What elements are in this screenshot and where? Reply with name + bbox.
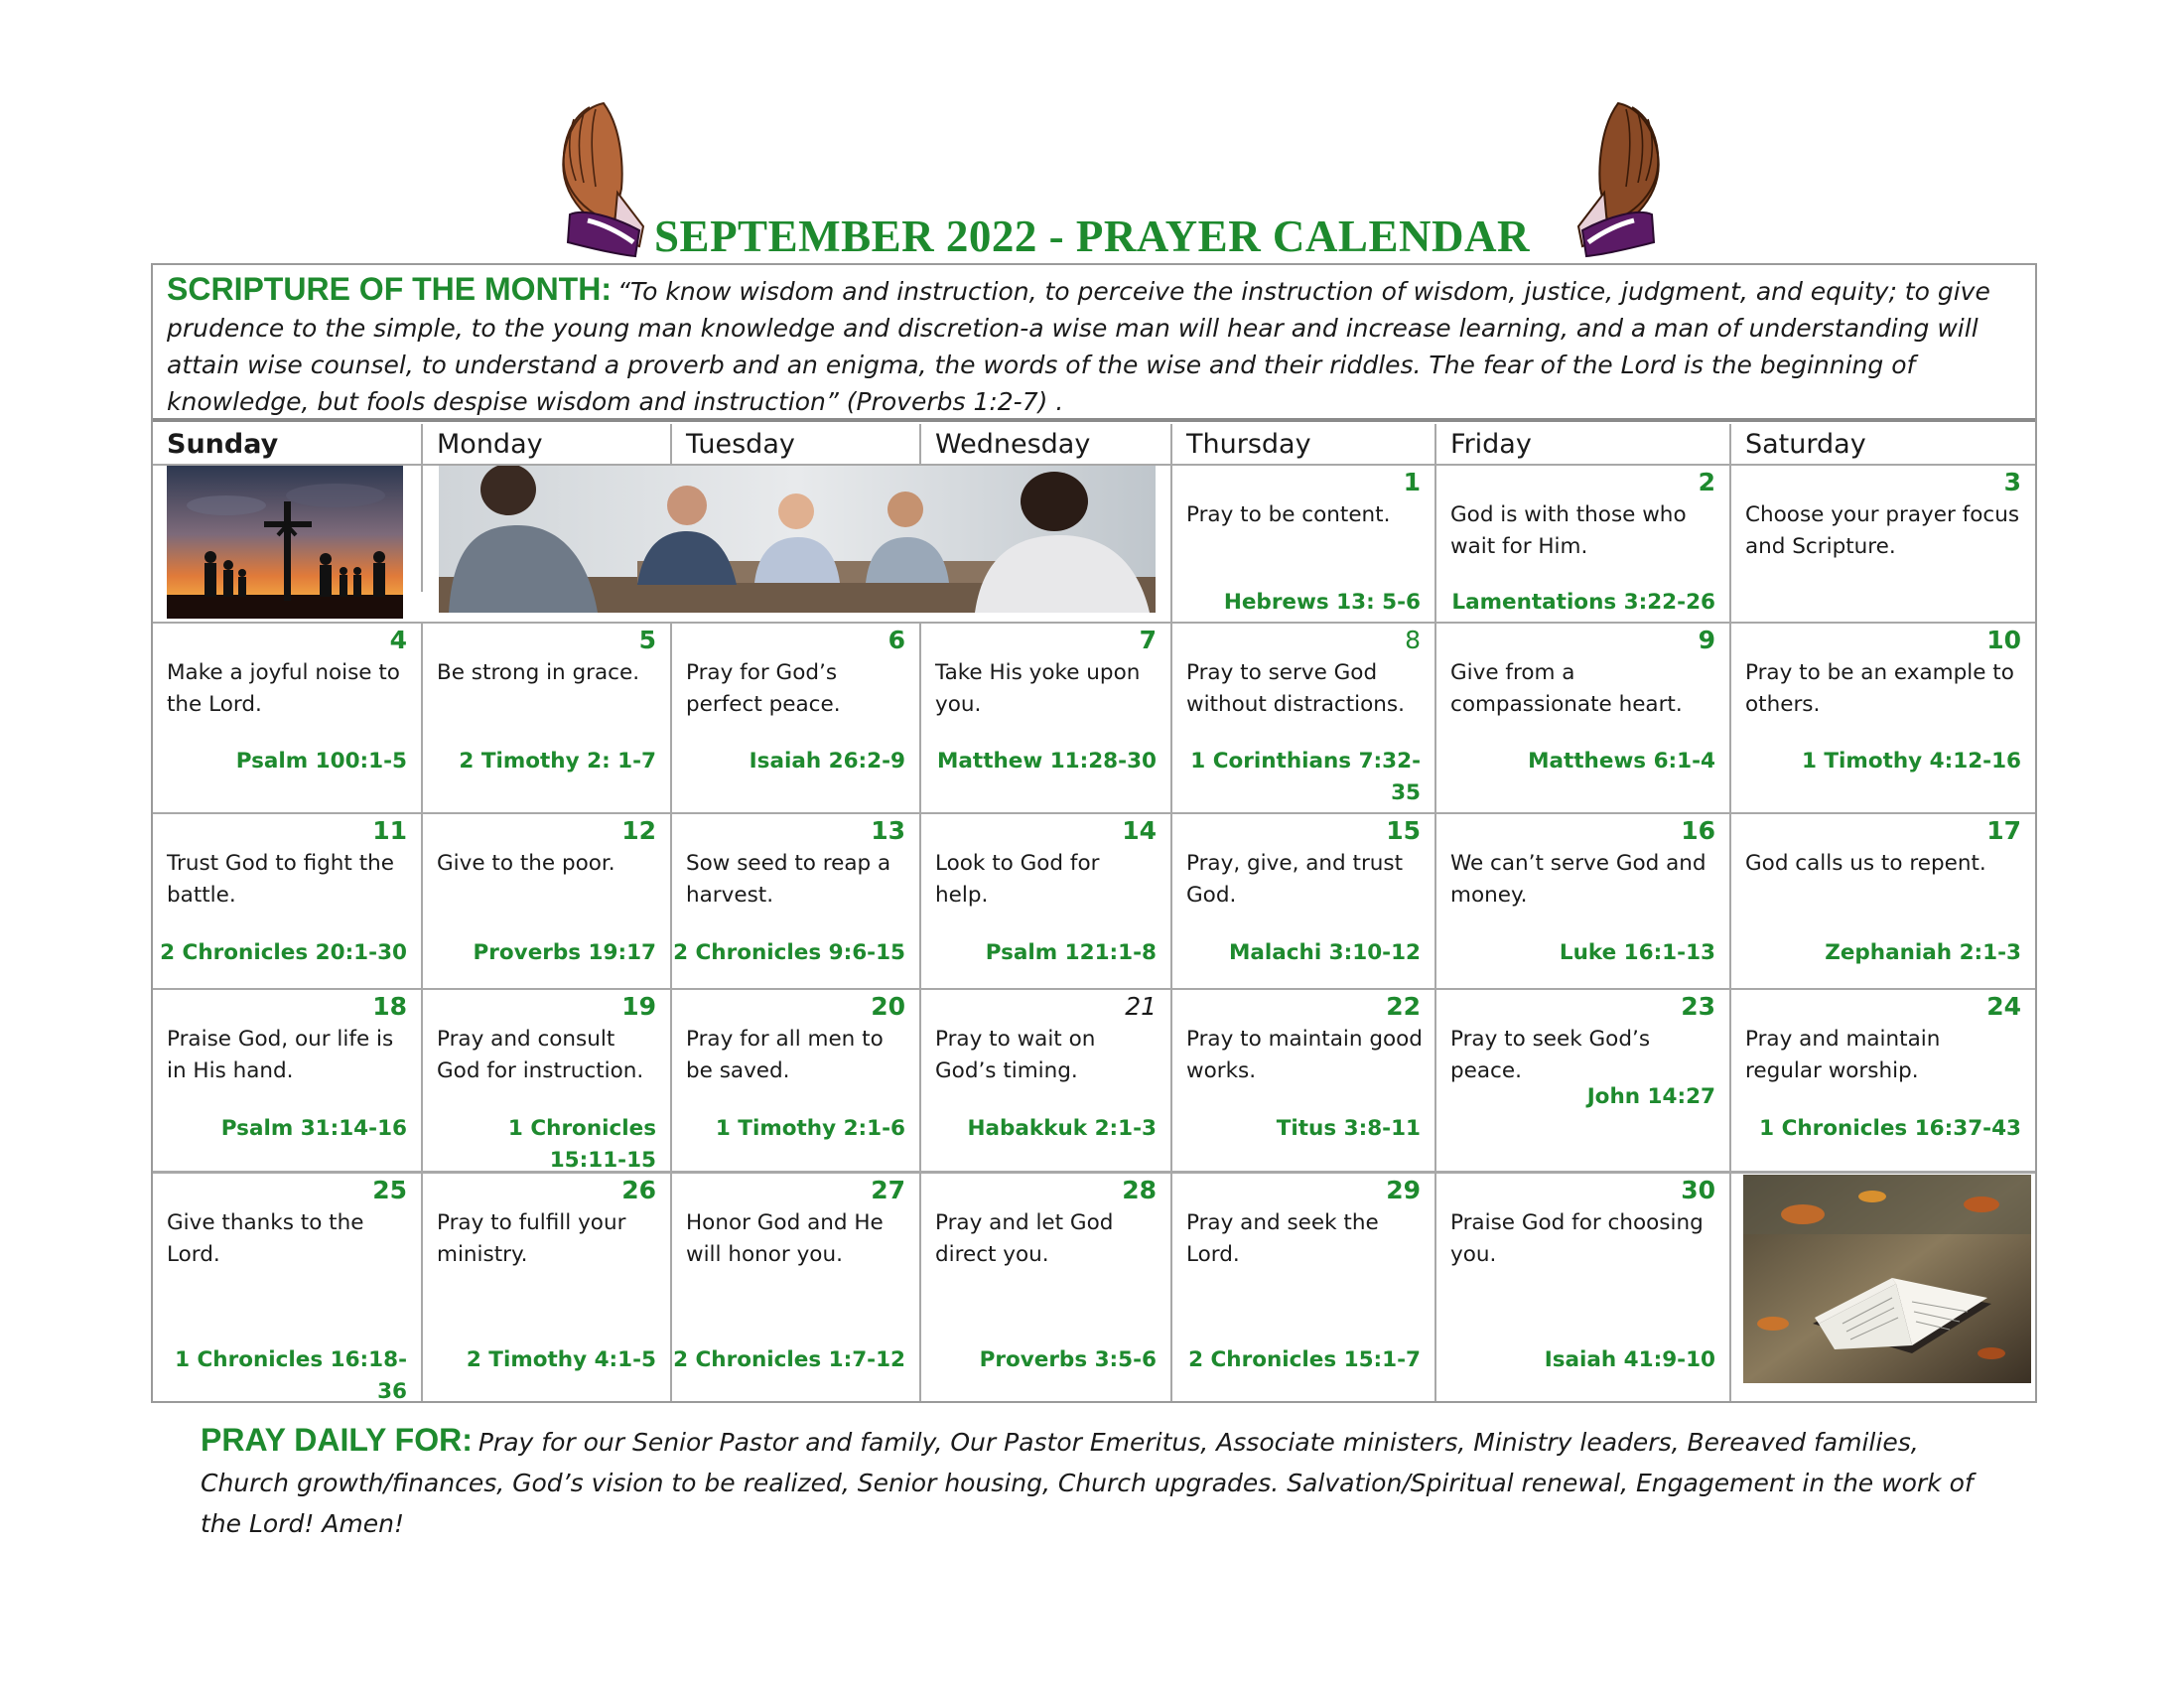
day-cell bbox=[1436, 624, 1729, 812]
day-cell bbox=[672, 624, 919, 812]
dayname-sunday: Sunday bbox=[167, 429, 279, 460]
day-number: 15 bbox=[1386, 816, 1421, 845]
scripture-reference: 1 Corinthians 7:32-35 bbox=[1190, 749, 1421, 805]
day-cell bbox=[423, 1174, 670, 1401]
prayer-text: Take His yoke upon you. bbox=[935, 660, 1141, 717]
day-number: 13 bbox=[871, 816, 905, 845]
day-cell bbox=[423, 990, 670, 1171]
day-cell bbox=[1172, 990, 1434, 1171]
day-cell bbox=[921, 814, 1170, 988]
day-cell bbox=[1172, 624, 1434, 812]
day-cell bbox=[1172, 814, 1434, 988]
scripture-reference: Proverbs 3:5-6 bbox=[979, 1347, 1157, 1372]
prayer-text: Praise God, our life is in His hand. bbox=[167, 1027, 394, 1083]
scripture-reference: 2 Timothy 4:1-5 bbox=[466, 1347, 656, 1372]
pray-daily-text: Pray for our Senior Pastor and family, Our Pastor Emeritus, Associate ministers, Ministry leaders, Bereaved families, Church growth/finances, God’s vision to be realized, Senior housing, Church upgrades. Salvation/Spiritual renewal, Engagement in the work of the Lord! Amen! bbox=[201, 1428, 1974, 1538]
prayer-text: Pray and seek the Lord. bbox=[1186, 1210, 1379, 1267]
praying-hands-icon bbox=[1539, 97, 1678, 260]
prayer-text: Be strong in grace. bbox=[437, 660, 640, 685]
day-number: 27 bbox=[871, 1176, 905, 1204]
prayer-text: Make a joyful noise to the Lord. bbox=[167, 660, 400, 717]
prayer-text: Pray to be an example to others. bbox=[1745, 660, 2014, 717]
scripture-label: SCRIPTURE OF THE MONTH: bbox=[167, 271, 612, 307]
pray-daily-label: PRAY DAILY FOR: bbox=[201, 1422, 473, 1458]
day-number: 5 bbox=[638, 626, 656, 654]
day-number: 25 bbox=[372, 1176, 407, 1204]
prayer-text: Pray and let God direct you. bbox=[935, 1210, 1114, 1267]
day-cell bbox=[153, 814, 421, 988]
prayer-text: Look to God for help. bbox=[935, 851, 1100, 908]
prayer-text: Trust God to fight the battle. bbox=[167, 851, 394, 908]
prayer-text: Give to the poor. bbox=[437, 851, 615, 876]
dayname-tuesday: Tuesday bbox=[686, 429, 795, 460]
day-number: 24 bbox=[1986, 992, 2021, 1021]
crucifix-sunset-photo bbox=[167, 466, 403, 619]
day-number: 22 bbox=[1386, 992, 1421, 1021]
day-number: 4 bbox=[389, 626, 407, 654]
day-number: 8 bbox=[1405, 626, 1421, 654]
day-cell bbox=[1731, 990, 2035, 1171]
prayer-text: Pray and maintain regular worship. bbox=[1745, 1027, 1941, 1083]
prayer-text: Give from a compassionate heart. bbox=[1450, 660, 1683, 717]
day-cell bbox=[153, 1174, 421, 1404]
day-cell bbox=[921, 624, 1170, 812]
prayer-text: Pray to wait on God’s timing. bbox=[935, 1027, 1096, 1083]
scripture-reference: Habakkuk 2:1-3 bbox=[967, 1116, 1157, 1141]
day-number: 2 bbox=[1698, 468, 1715, 496]
scripture-reference: 2 Chronicles 9:6-15 bbox=[673, 940, 905, 965]
scripture-reference: Titus 3:8-11 bbox=[1276, 1116, 1421, 1141]
day-cell bbox=[1731, 814, 2035, 988]
scripture-reference: Zephaniah 2:1-3 bbox=[1825, 940, 2021, 965]
day-number: 28 bbox=[1122, 1176, 1157, 1204]
day-cell bbox=[1172, 466, 1434, 622]
day-number: 21 bbox=[1125, 992, 1157, 1021]
day-cell bbox=[672, 990, 919, 1171]
day-number: 1 bbox=[1403, 468, 1421, 496]
scripture-reference: 2 Timothy 2: 1-7 bbox=[459, 749, 656, 774]
day-cell bbox=[672, 814, 919, 988]
scripture-reference: Proverbs 19:17 bbox=[473, 940, 656, 965]
scripture-reference: Psalm 31:14-16 bbox=[220, 1116, 407, 1141]
prayer-text: Pray to seek God’s peace. bbox=[1450, 1027, 1651, 1083]
scripture-reference: John 14:27 bbox=[1586, 1084, 1715, 1109]
day-number: 11 bbox=[372, 816, 407, 845]
prayer-calendar bbox=[151, 263, 2037, 1403]
scripture-reference: Isaiah 41:9-10 bbox=[1544, 1347, 1715, 1372]
scripture-reference: Matthews 6:1-4 bbox=[1528, 749, 1715, 774]
prayer-text: Choose your prayer focus and Scripture. bbox=[1745, 502, 2020, 559]
day-number: 26 bbox=[621, 1176, 656, 1204]
prayer-text: Honor God and He will honor you. bbox=[686, 1210, 884, 1267]
prayer-text: Pray, give, and trust God. bbox=[1186, 851, 1404, 908]
day-number: 14 bbox=[1122, 816, 1157, 845]
day-cell bbox=[423, 814, 670, 988]
day-number: 10 bbox=[1986, 626, 2021, 654]
scripture-reference: 1 Chronicles 16:18-36 bbox=[175, 1347, 407, 1404]
prayer-text: Pray for all men to be saved. bbox=[686, 1027, 884, 1083]
day-number: 3 bbox=[2003, 468, 2021, 496]
prayer-text: Pray to fulfill your ministry. bbox=[437, 1210, 626, 1267]
prayer-text: Pray to serve God without distractions. bbox=[1186, 660, 1405, 717]
day-number: 20 bbox=[871, 992, 905, 1021]
scripture-reference: 2 Chronicles 15:1-7 bbox=[1188, 1347, 1421, 1372]
day-cell bbox=[1731, 624, 2035, 812]
scripture-reference: Lamentations 3:22-26 bbox=[1451, 590, 1715, 615]
day-number: 18 bbox=[372, 992, 407, 1021]
scripture-text: “To know wisdom and instruction, to perceive the instruction of wisdom, justice, judgment, and equity; to give prudence to the simple, to the young man knowledge and discretion-a wise man will hear and increase learning, and a man of understanding will attain wise counsel, to understand a proverb and an enigma, the words of the wise and their riddles. The fear of the Lord is the beginning of knowledge, but fools despise wisdom and instruction” (Proverbs 1:2-7) . bbox=[167, 277, 1990, 416]
day-number: 16 bbox=[1681, 816, 1715, 845]
dayname-saturday: Saturday bbox=[1745, 429, 1866, 460]
day-number: 29 bbox=[1386, 1176, 1421, 1204]
day-cell bbox=[1436, 814, 1729, 988]
prayer-text: Give thanks to the Lord. bbox=[167, 1210, 364, 1267]
prayer-text: Pray and consult God for instruction. bbox=[437, 1027, 644, 1083]
prayer-text: Pray to be content. bbox=[1186, 502, 1391, 527]
scripture-reference: 2 Chronicles 1:7-12 bbox=[673, 1347, 905, 1372]
day-cell bbox=[921, 1174, 1170, 1401]
day-number: 9 bbox=[1698, 626, 1715, 654]
pray-daily-section bbox=[201, 1420, 1987, 1544]
day-cell bbox=[672, 1174, 919, 1401]
scripture-reference: Psalm 100:1-5 bbox=[235, 749, 407, 774]
day-number: 12 bbox=[621, 816, 656, 845]
day-cell bbox=[1436, 1174, 1729, 1401]
scripture-reference: Matthew 11:28-30 bbox=[937, 749, 1157, 774]
scripture-reference: 1 Timothy 2:1-6 bbox=[715, 1116, 905, 1141]
day-number: 17 bbox=[1986, 816, 2021, 845]
scripture-reference: Isaiah 26:2-9 bbox=[749, 749, 905, 774]
prayer-text: God calls us to repent. bbox=[1745, 851, 1986, 876]
day-cell bbox=[1172, 1174, 1434, 1401]
day-cell bbox=[1436, 466, 1729, 622]
scripture-reference: Malachi 3:10-12 bbox=[1228, 940, 1421, 965]
page-title: SEPTEMBER 2022 - PRAYER CALENDAR bbox=[654, 211, 1530, 261]
prayer-text: Sow seed to reap a harvest. bbox=[686, 851, 891, 908]
scripture-reference: 1 Chronicles 16:37-43 bbox=[1759, 1116, 2021, 1141]
day-cell bbox=[1436, 990, 1729, 1171]
day-number: 6 bbox=[887, 626, 905, 654]
scripture-reference: 1 Chronicles 15:11-15 bbox=[507, 1116, 656, 1173]
prayer-text: We can’t serve God and money. bbox=[1450, 851, 1706, 908]
dayname-monday: Monday bbox=[437, 429, 543, 460]
prayer-text: Pray to maintain good works. bbox=[1186, 1027, 1423, 1083]
scripture-reference: Psalm 121:1-8 bbox=[985, 940, 1157, 965]
dayname-wednesday: Wednesday bbox=[935, 429, 1091, 460]
prayer-text: Pray for God’s perfect peace. bbox=[686, 660, 841, 717]
scripture-reference: Luke 16:1-13 bbox=[1559, 940, 1715, 965]
day-cell bbox=[423, 624, 670, 812]
scripture-reference: 1 Timothy 4:12-16 bbox=[1801, 749, 2021, 774]
scripture-reference: 2 Chronicles 20:1-30 bbox=[160, 940, 407, 965]
day-cell bbox=[1731, 466, 2035, 622]
scripture-of-the-month bbox=[153, 265, 2035, 422]
open-bible-photo bbox=[1743, 1175, 2031, 1383]
day-cell bbox=[153, 990, 421, 1171]
day-number: 19 bbox=[621, 992, 656, 1021]
group-prayer-photo bbox=[439, 466, 1156, 613]
day-number: 30 bbox=[1681, 1176, 1715, 1204]
dayname-thursday: Thursday bbox=[1186, 429, 1311, 460]
scripture-reference: Hebrews 13: 5-6 bbox=[1223, 590, 1421, 615]
prayer-text: God is with those who wait for Him. bbox=[1450, 502, 1687, 559]
prayer-text: Praise God for choosing you. bbox=[1450, 1210, 1704, 1267]
day-number: 23 bbox=[1681, 992, 1715, 1021]
dayname-friday: Friday bbox=[1450, 429, 1532, 460]
day-cell bbox=[153, 624, 421, 812]
day-number: 7 bbox=[1139, 626, 1157, 654]
day-cell bbox=[921, 990, 1170, 1171]
